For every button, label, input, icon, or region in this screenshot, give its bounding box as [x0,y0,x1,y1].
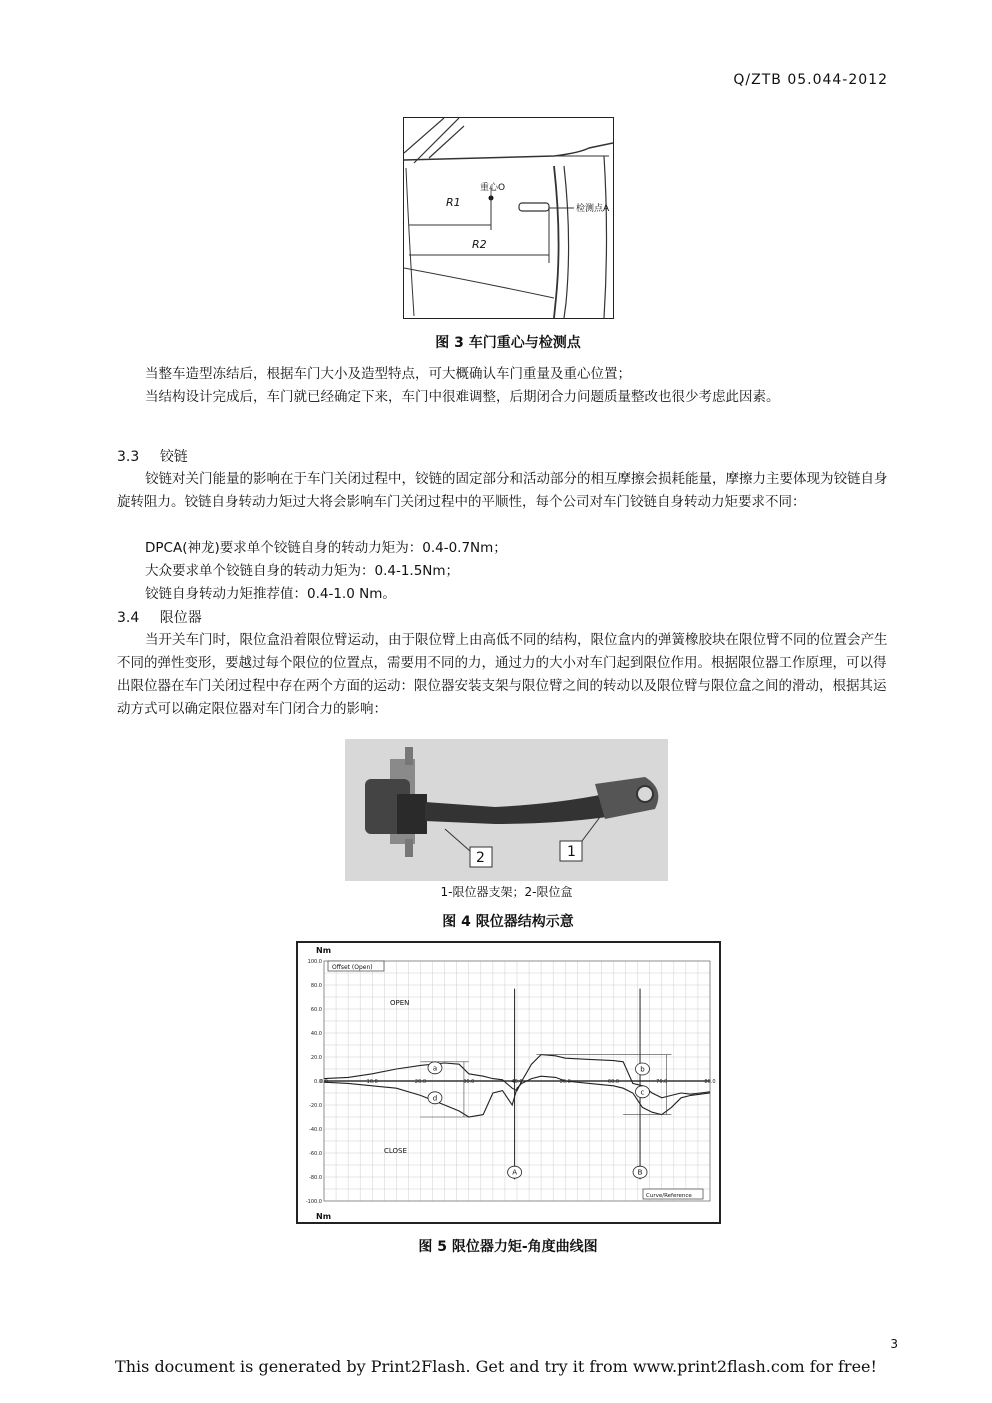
y-tick-label: 20.0 [310,1055,322,1061]
figure-4-caption: 图 4 限位器结构示意 [442,914,574,930]
y-tick-label: -80.0 [309,1175,322,1181]
y-tick-label: -40.0 [309,1127,322,1133]
x-tick-label: 40.0 [511,1079,523,1085]
figure-5-caption: 图 5 限位器力矩-角度曲线图 [418,1239,598,1255]
marker-label-d: d [432,1094,438,1103]
label-r2: R2 [472,238,487,251]
print2flash-notice: This document is generated by Print2Flash. Get and try it from www.print2flash.com for free! [115,1357,877,1376]
marker-label-b: b [640,1065,645,1074]
y-tick-label: -20.0 [309,1103,322,1109]
y-tick-label: 0.0 [314,1079,322,1085]
marker-label-a: a [432,1064,438,1073]
figure-4-photo [345,739,668,881]
x-tick-label: 20.0 [414,1079,427,1085]
unit-bottom: Nm [316,1212,332,1221]
y-tick-label: 80.0 [310,983,322,989]
x-tick-label: 80.0 [704,1079,716,1085]
label-center: 重心O [480,183,506,193]
section-number: 3.4 [117,610,140,626]
x-tick-label: 0.0 [320,1079,328,1085]
marker-label-c: c [640,1088,645,1097]
paragraph: 铰链对关门能量的影响在于车门关闭过程中，铰链的固定部分和活动部分的相互摩擦会损耗能量，摩擦力主要体现为铰链自身旋转阻力。铰链自身转动力矩过大将会影响车门关闭过程中的平顺性，每个公司对车门铰链自身转动力矩要求不同： [117,471,888,510]
torque-angle-chart [298,943,719,1222]
y-tick-label: -100.0 [305,1199,322,1205]
label-r1: R1 [446,196,461,209]
section-title: 铰链 [159,449,188,465]
y-tick-label: 40.0 [310,1031,322,1037]
page-number: 3 [890,1337,898,1351]
marker-label-A: A [512,1168,517,1177]
standard-number: Q/ZTB 05.044-2012 [733,72,888,88]
y-tick-label: -60.0 [309,1151,322,1157]
figure-3-door-drawing [403,117,614,319]
figure-3-caption: 图 3 车门重心与检测点 [435,335,581,351]
x-tick-label: 60.0 [607,1079,620,1085]
list-item: 铰链自身转动力矩推荐值：0.4-1.0 Nm。 [145,586,396,602]
section-title: 限位器 [159,610,202,626]
section-number: 3.3 [117,449,140,465]
list-item: DPCA(神龙)要求单个铰链自身的转动力矩为：0.4-0.7Nm； [145,540,507,556]
section-heading [117,607,202,627]
paragraph: 当开关车门时，限位盒沿着限位臂运动，由于限位臂上由高低不同的结构，限位盒内的弹簧橡胶块在限位臂不同的位置会产生不同的弹性变形，要越过每个限位的位置点，需要用不同的力，通过力的大小对车门起到限位作用。根据限位器工作原理，可以得出限位器在车门关闭过程中存在两个方面的运动：限位器安装支架与限位臂之间的转动以及限位臂与限位盒之间的滑动，根据其运动方式可以确定限位器对车门闭合力的影响： [117,632,888,717]
figure-4-sublabel: 1-限位器支架；2-限位盒 [440,885,573,899]
chart-legend: Offset (Open) [332,964,373,971]
limiter-photo [345,739,668,881]
marker-label-B: B [637,1168,643,1177]
x-tick-label: 10.0 [366,1079,378,1085]
x-tick-label: 70.0 [656,1079,668,1085]
open-label: OPEN [390,999,410,1007]
paragraph: 当整车造型冻结后，根据车门大小及造型特点，可大概确认车门重量及重心位置； [145,366,631,382]
x-tick-label: 30.0 [463,1079,475,1085]
paragraph: 当结构设计完成后，车门就已经确定下来，车门中很难调整，后期闭合力问题质量整改也很少考虑此因素。 [145,389,780,405]
section-heading [117,446,188,466]
x-tick-label: 50.0 [559,1079,571,1085]
figure-5-chart [296,941,721,1224]
label-point-a: 检测点A [576,204,610,214]
chart-bottom-legend: Curve/Reference [646,1193,692,1199]
y-tick-label: 100.0 [307,959,322,965]
door-sketch [404,118,613,318]
callout-1: 1 [567,844,576,860]
close-label: CLOSE [384,1147,407,1155]
callout-2: 2 [476,850,485,866]
list-item: 大众要求单个铰链自身的转动力矩为：0.4-1.5Nm； [145,563,460,579]
unit-top: Nm [316,946,332,955]
y-tick-label: 60.0 [310,1007,322,1013]
